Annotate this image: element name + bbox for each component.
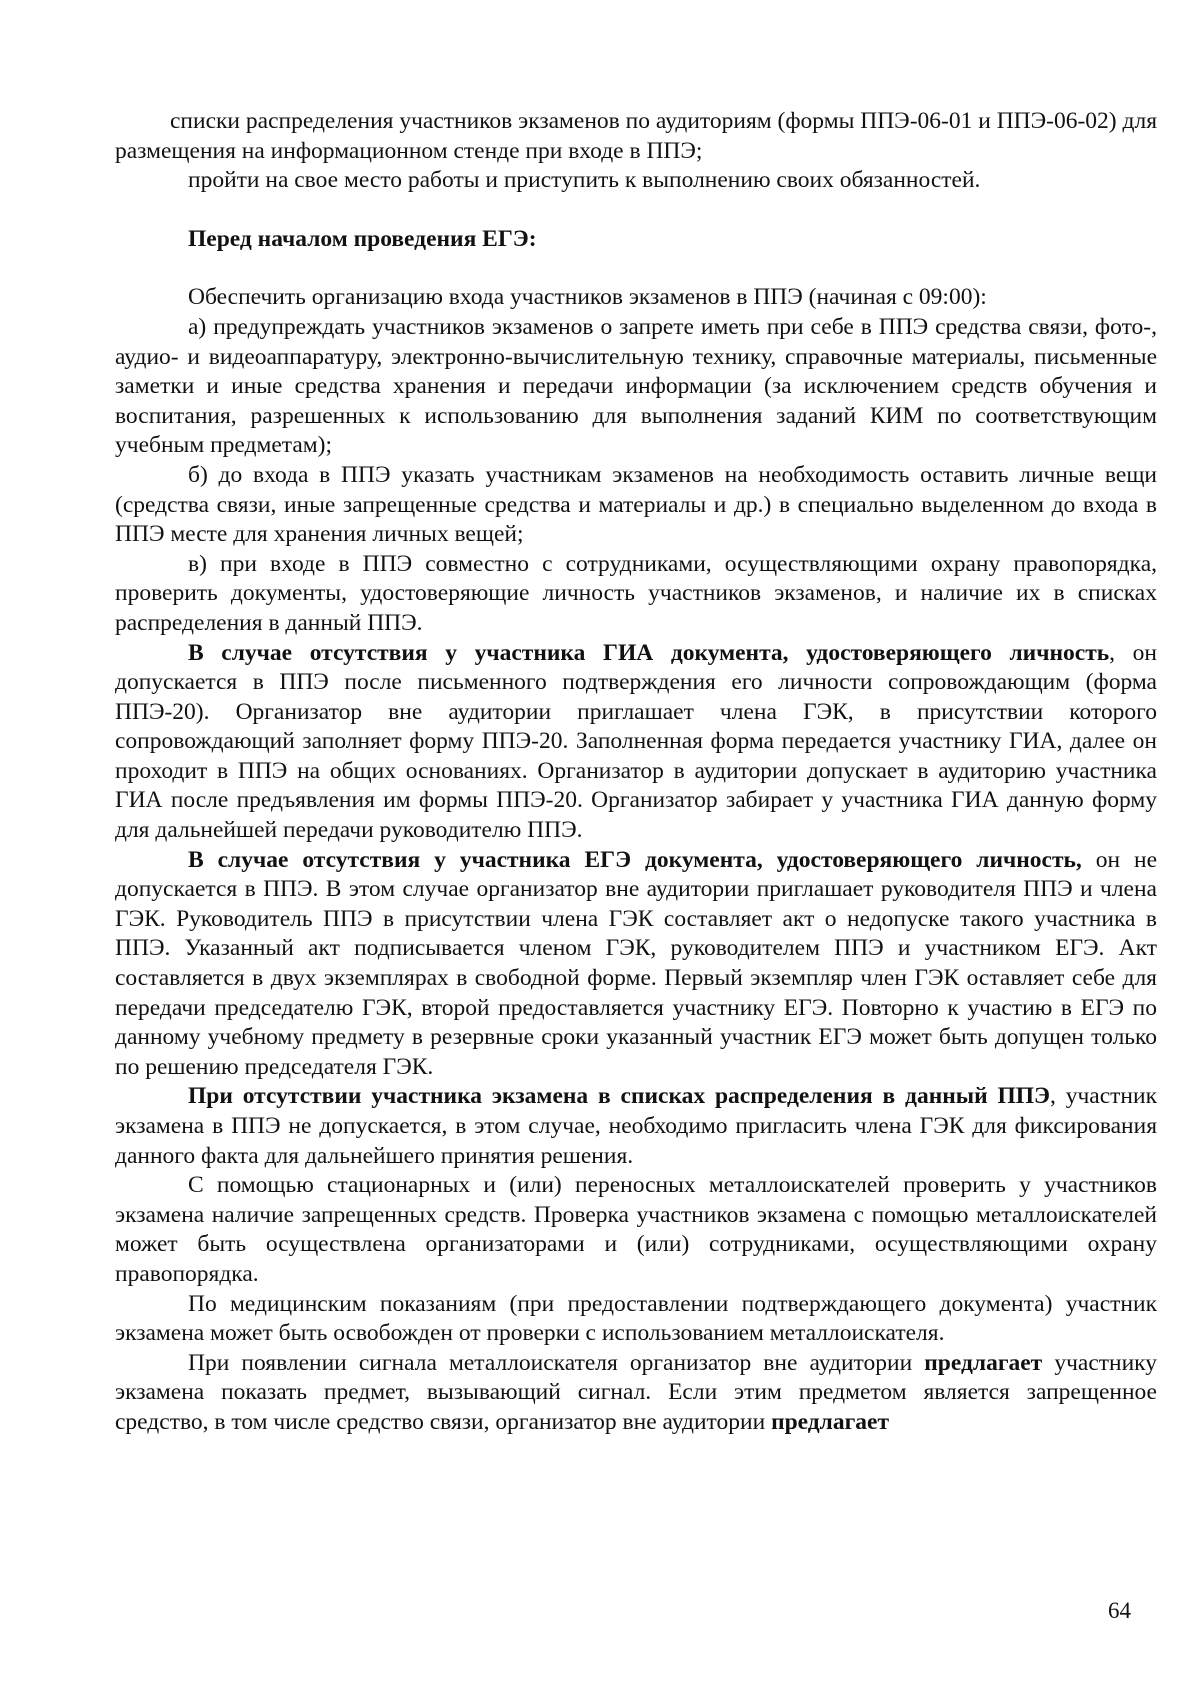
paragraph-not-in-list [115, 1082, 1157, 1171]
paragraph-text: б) до входа в ППЭ указать участникам экзаменов на необходимость оставить личные вещи (средства связи, иные запрещенные средства и материалы и др.) в специально выделенном до входа в ППЭ месте для хранения личных вещей; [115, 461, 1157, 548]
paragraph-text: Обеспечить организацию входа участников экзаменов в ППЭ (начиная с 09:00): [188, 284, 987, 311]
paragraph-text: С помощью стационарных и (или) переносных металлоискателей проверить у участников экзамена наличие запрещенных средств. Проверка участников экзамена с помощью металлоискателей может быть осуществлена организаторами и (или) сотрудниками, осуществляющими охрану правопорядка. [115, 1172, 1157, 1287]
paragraph-text: При появлении сигнала металлоискателя организатор вне аудитории [188, 1349, 925, 1376]
section-heading-text: Перед началом проведения ЕГЭ: [188, 225, 537, 252]
paragraph-text: а) предупреждать участников экзаменов о запрете иметь при себе в ППЭ средства связи, фото-, аудио- и видеоаппаратуру, электронно-вычислительную технику, справочные материалы, письменные заметки и иные средства хранения и передачи информации (за исключением средств обучения и воспитания, разрешенных к использованию для выполнения заданий КИМ по соответствующим учебным предметам); [115, 313, 1157, 459]
bold-lead: При отсутствии участника экзамена в списках распределения в данный ППЭ [188, 1083, 1050, 1110]
document-body [115, 107, 1157, 1438]
paragraph [115, 283, 1157, 313]
bold-word: предлагает [771, 1408, 890, 1435]
paragraph-text: списки распределения участников экзаменов по аудиториям (формы ППЭ-06-01 и ППЭ-06-02) для размещения на информационном стенде при входе в ППЭ; [115, 108, 1157, 164]
page-number: 64 [1108, 1598, 1131, 1623]
paragraph-no-id-ege [115, 846, 1157, 1083]
paragraph [115, 1290, 1157, 1349]
paragraph-text: По медицинским показаниям (при предоставлении подтверждающего документа) участник экзамена может быть освобожден от проверки с использованием металлоискателя. [115, 1290, 1157, 1347]
bold-word: предлагает [924, 1349, 1043, 1376]
paragraph-text: в) при входе в ППЭ совместно с сотрудниками, осуществляющими охрану правопорядка, проверить документы, удостоверяющие личность участников экзаменов, и наличие их в списках распределения в данный ППЭ. [115, 550, 1157, 636]
paragraph [115, 1349, 1157, 1438]
paragraph-item-a [115, 313, 1157, 461]
paragraph [115, 107, 1157, 166]
paragraph-text: он не допускается в ППЭ. В этом случае организатор вне аудитории приглашает руководителя ППЭ и члена ГЭК. Руководитель ППЭ в присутствии члена ГЭК составляет акт о недопуске такого участника в ППЭ. Указанный акт подписывается членом ГЭК, руководителем ППЭ и участником ЕГЭ. Акт составляется в двух экземплярах в свободной форме. Первый экземпляр член ГЭК оставляет себе для передачи председателю ГЭК, второй предоставляется участнику ЕГЭ. Повторно к участию в ЕГЭ по данному учебному предмету в резервные сроки указанный участник ЕГЭ может быть допущен только по решению председателя ГЭК. [115, 846, 1157, 1080]
bold-lead: В случае отсутствия у участника ЕГЭ документа, удостоверяющего личность, [188, 846, 1082, 873]
paragraph-item-b [115, 461, 1157, 550]
section-heading [115, 225, 1157, 255]
paragraph-text: участнику экзамена показать предмет, вызывающий сигнал. Если этим предметом является запрещенное средство, в том числе средство связи, организатор вне аудитории [115, 1349, 1158, 1435]
paragraph [115, 166, 1157, 196]
paragraph-no-id-gia [115, 639, 1157, 846]
paragraph-text: пройти на свое место работы и приступить к выполнению своих обязанностей. [188, 167, 981, 194]
bold-lead: В случае отсутствия у участника ГИА документа, удостоверяющего личность [188, 639, 1110, 666]
paragraph [115, 1171, 1157, 1289]
paragraph-text: , участник экзамена в ППЭ не допускается, в этом случае, необходимо пригласить члена ГЭК для фиксирования данного факта для дальнейшего принятия решения. [115, 1083, 1157, 1169]
paragraph-text: , он допускается в ППЭ после письменного подтверждения его личности сопровождающим (форма ППЭ-20). Организатор вне аудитории приглашает члена ГЭК, в присутствии которого сопровождающий заполняет форму ППЭ-20. Заполненная форма передается участнику ГИА, далее он проходит в ППЭ на общих основаниях. Организатор в аудитории допускает в аудиторию участника ГИА после предъявления им формы ППЭ-20. Организатор забирает у участника ГИА данную форму для дальнейшей передачи руководителю ППЭ. [115, 639, 1157, 844]
paragraph-item-c [115, 550, 1157, 639]
